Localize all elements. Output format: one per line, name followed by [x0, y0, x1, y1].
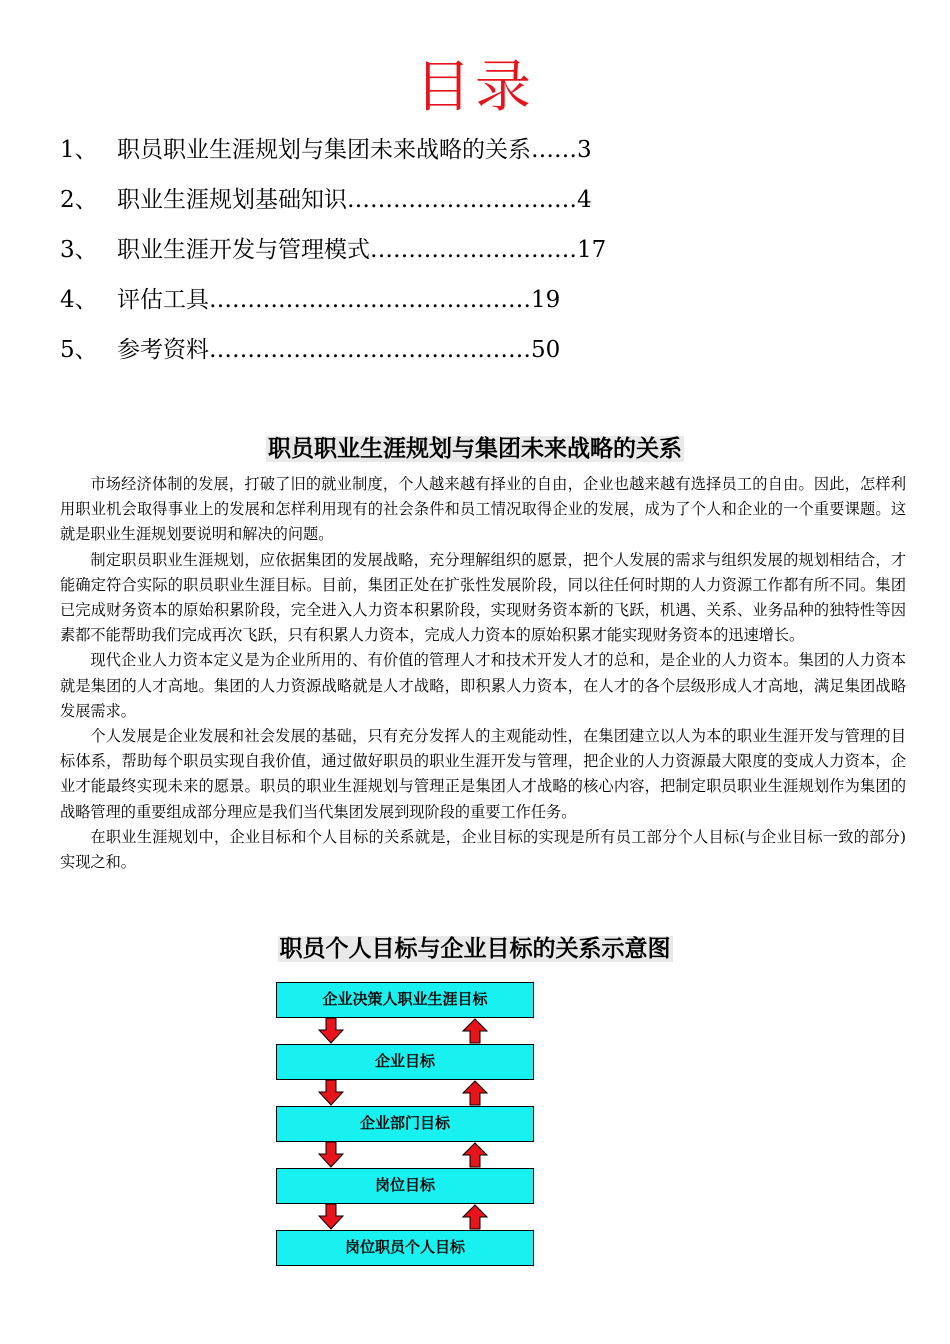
toc-item-number: 3、	[60, 237, 98, 263]
diagram-box-position-goal: 岗位目标	[276, 1168, 534, 1204]
toc-item-text: 参考资料……………………………………50	[117, 337, 561, 363]
toc-item-text: 职业生涯开发与管理模式………………………17	[117, 237, 607, 263]
toc-item[interactable]	[60, 228, 820, 278]
table-of-contents	[60, 128, 820, 378]
diagram-box-department-goal: 企业部门目标	[276, 1106, 534, 1142]
toc-title: 目录	[415, 55, 535, 120]
toc-item-text: 职业生涯规划基础知识…………………………4	[117, 187, 592, 213]
toc-item-number: 1、	[60, 137, 98, 163]
down-arrow-icon	[318, 1204, 344, 1230]
body-paragraph: 制定职员职业生涯规划，应依据集团的发展战略，充分理解组织的愿景，把个人发展的需求与组织发展的规划相结合，才能确定符合实际的职员职业生涯目标。目前，集团正处在扩张性发展阶段，同以往任何时期的人力资源工作都有所不同。集团已完成财务资本的原始积累阶段，完全进入人力资本积累阶段，实现财务资本新的飞跃，机遇、关系、业务品种的独特性等因素都不能帮助我们完成再次飞跃，只有积累人力资本，完成人力资本的原始积累才能实现财务资本的迅速增长。	[60, 550, 906, 645]
toc-item-text: 职员职业生涯规划与集团未来战略的关系……3	[117, 137, 592, 163]
body-paragraph: 现代企业人力资本定义是为企业所用的、有价值的管理人才和技术开发人才的总和，是企业的人力资本。集团的人力资本就是集团的人才高地。集团的人力资源战略就是人才战略，即积累人力资本，在人才的各个层级形成人才高地，满足集团战略发展需求。	[60, 651, 906, 720]
goal-relationship-diagram	[276, 982, 538, 1272]
diagram-heading	[0, 930, 950, 963]
toc-item-number: 4、	[60, 287, 98, 313]
section-heading	[0, 430, 950, 463]
diagram-box-decision-maker-goal: 企业决策人职业生涯目标	[276, 982, 534, 1018]
toc-item[interactable]	[60, 128, 820, 178]
toc-item[interactable]	[60, 178, 820, 228]
body-paragraph: 在职业生涯规划中，企业目标和个人目标的关系就是，企业目标的实现是所有员工部分个人目标(与企业目标一致的部分)实现之和。	[60, 827, 906, 872]
section-heading-text: 职员职业生涯规划与集团未来战略的关系	[268, 436, 682, 462]
body-paragraph: 市场经济体制的发展，打破了旧的就业制度，个人越来越有择业的自由，企业也越来越有选择员工的自由。因此，怎样利用职业机会取得事业上的发展和怎样利用现有的社会条件和员工情况取得企业的发展，成为了个人和企业的一个重要课题。这就是职业生涯规划要说明和解决的问题。	[60, 475, 906, 544]
diagram-box-employee-goal: 岗位职员个人目标	[276, 1230, 534, 1266]
toc-item[interactable]	[60, 328, 820, 378]
up-arrow-icon	[462, 1080, 488, 1106]
up-arrow-icon	[462, 1142, 488, 1168]
up-arrow-icon	[462, 1018, 488, 1044]
down-arrow-icon	[318, 1142, 344, 1168]
down-arrow-icon	[318, 1080, 344, 1106]
toc-item-text: 评估工具……………………………………19	[117, 287, 561, 313]
body-paragraph: 个人发展是企业发展和社会发展的基础，只有充分发挥人的主观能动性，在集团建立以人为本的职业生涯开发与管理的目标体系，帮助每个职员实现自我价值，通过做好职员的职业生涯开发与管理，把企业的人力资源最大限度的变成人力资本，企业才能最终实现未来的愿景。职员的职业生涯规划与管理正是集团人才战略的核心内容，把制定职员职业生涯规划作为集团的战略管理的重要组成部分理应是我们当代集团发展到现阶段的重要工作任务。	[60, 727, 906, 821]
toc-item[interactable]	[60, 278, 820, 328]
diagram-box-enterprise-goal: 企业目标	[276, 1044, 534, 1080]
toc-item-number: 2、	[60, 187, 98, 213]
section-body	[60, 472, 906, 875]
diagram-heading-text: 职员个人目标与企业目标的关系示意图	[279, 936, 671, 962]
up-arrow-icon	[462, 1204, 488, 1230]
toc-item-number: 5、	[60, 337, 98, 363]
down-arrow-icon	[318, 1018, 344, 1044]
